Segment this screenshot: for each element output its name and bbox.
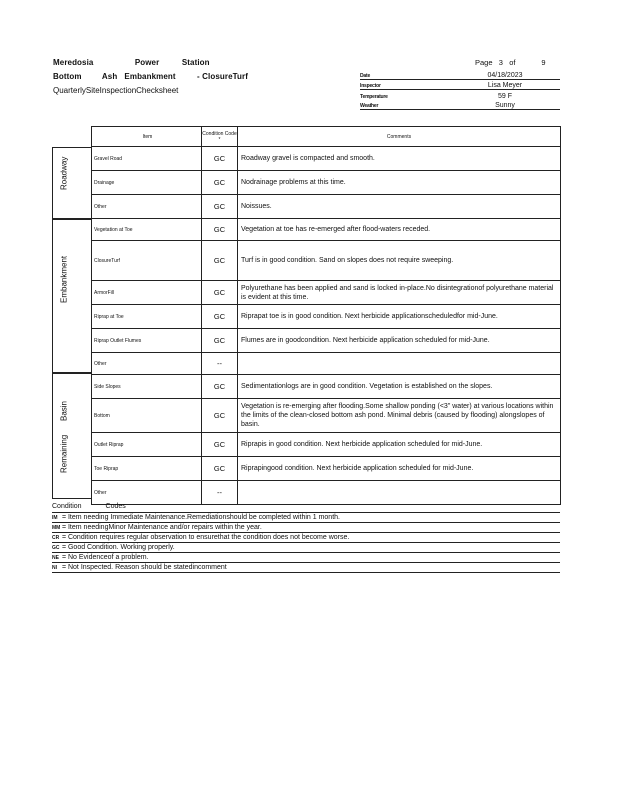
header-word: Station	[181, 58, 210, 67]
legend-title-a: Condition	[52, 503, 82, 510]
table-row	[92, 481, 561, 505]
table-row	[92, 375, 561, 399]
table-row	[92, 433, 561, 457]
page-label: Page	[475, 58, 493, 67]
code-cell: GC	[202, 219, 238, 241]
meta-date-row	[360, 70, 560, 80]
legend-item	[52, 513, 560, 523]
legend-code: MM	[52, 525, 61, 531]
comment-cell: Vegetation at toe has re-emerged after flood-waters receded.	[238, 219, 561, 241]
group-remaining-label: Remaining	[59, 434, 69, 473]
item-cell: Toe Riprap	[92, 457, 202, 481]
group-roadway	[52, 147, 92, 219]
code-cell: GC	[202, 147, 238, 171]
code-cell: GC	[202, 433, 238, 457]
code-cell: --	[202, 353, 238, 375]
item-cell: ClosureTurf	[92, 241, 202, 281]
comment-cell: Riprapingood condition. Next herbicide application scheduled for mid-June.	[238, 457, 561, 481]
inspection-meta	[360, 70, 560, 110]
table-row	[92, 195, 561, 219]
group-basin-label: Basin	[59, 400, 69, 421]
col-code-header: Condition Code *	[202, 127, 238, 147]
item-cell: Other	[92, 353, 202, 375]
item-cell: ArmorFill	[92, 281, 202, 305]
comment-cell: Turf is in good condition. Sand on slopes does not require sweeping.	[238, 241, 561, 281]
item-cell: Bottom	[92, 399, 202, 433]
legend-code: CR	[52, 535, 60, 541]
group-embankment-label: Embankment	[59, 255, 69, 303]
header-word: Embankment	[124, 72, 176, 81]
item-cell: Side Slopes	[92, 375, 202, 399]
code-cell: GC	[202, 241, 238, 281]
table-row	[92, 241, 561, 281]
header-line-2	[53, 70, 248, 84]
page-total: 9	[541, 58, 546, 67]
comment-cell: Riprapat toe is in good condition. Next herbicide applicationscheduledfor mid-June.	[238, 305, 561, 329]
legend-text: = Item needingMinor Maintenance and/or repairs within the year.	[61, 524, 262, 531]
meta-temperature-row	[360, 90, 560, 100]
table-row	[92, 329, 561, 353]
table-row	[92, 281, 561, 305]
legend-code: GC	[52, 545, 60, 551]
group-embankment	[52, 219, 92, 373]
group-basin-remaining	[52, 373, 92, 499]
legend-text: = Good Condition. Working properly.	[61, 544, 175, 551]
meta-weather-value: Sunny	[495, 102, 515, 109]
legend-item	[52, 523, 560, 533]
table-row	[92, 353, 561, 375]
meta-date-label: Date	[360, 73, 371, 79]
code-cell: GC	[202, 375, 238, 399]
meta-temperature-label: Temperature	[360, 94, 388, 100]
col-item-header: Item	[92, 127, 202, 147]
legend-item	[52, 533, 560, 543]
table-row	[92, 147, 561, 171]
item-cell: Drainage	[92, 171, 202, 195]
table-row	[92, 457, 561, 481]
section-groups	[52, 147, 92, 499]
item-cell: Outlet Riprap	[92, 433, 202, 457]
code-cell: GC	[202, 305, 238, 329]
comment-cell	[238, 353, 561, 375]
legend-item	[52, 543, 560, 553]
comment-cell: Roadway gravel is compacted and smooth.	[238, 147, 561, 171]
item-cell: Riprap at Toe	[92, 305, 202, 329]
table-row	[92, 219, 561, 241]
legend-code: IM	[52, 515, 58, 521]
meta-date-value: 04/18/2023	[487, 72, 523, 79]
code-cell: --	[202, 481, 238, 505]
comment-cell: Flumes are in goodcondition. Next herbicide application scheduled for mid-June.	[238, 329, 561, 353]
col-comments-header: Comments	[238, 127, 561, 147]
meta-inspector-row	[360, 80, 560, 90]
meta-weather-row	[360, 100, 560, 110]
header-word: Ash	[101, 72, 118, 81]
legend-text: = Condition requires regular observation to ensurethat the condition does not become worse.	[61, 534, 350, 541]
header-line-1	[53, 56, 248, 70]
comment-cell	[238, 481, 561, 505]
code-cell: GC	[202, 329, 238, 353]
table-row	[92, 171, 561, 195]
header-word: - ClosureTurf	[197, 72, 248, 81]
legend-item	[52, 563, 560, 573]
page-number	[475, 58, 546, 67]
code-cell: GC	[202, 195, 238, 219]
code-cell: GC	[202, 457, 238, 481]
comment-cell: Polyurethane has been applied and sand is locked in-place.No disintegrationof polyurethane material is evident at this time.	[238, 281, 561, 305]
table-row	[92, 399, 561, 433]
meta-temperature-value: 59 F	[497, 93, 512, 100]
header-word: Power	[134, 58, 160, 67]
item-cell: Other	[92, 481, 202, 505]
comment-cell: Noissues.	[238, 195, 561, 219]
legend-title-b: Codes	[105, 503, 126, 510]
legend-item	[52, 553, 560, 563]
document-header	[53, 56, 248, 98]
checksheet-title: QuarterlySiteInspectionChecksheet	[53, 86, 179, 95]
item-cell: Gravel Road	[92, 147, 202, 171]
page-current: 3	[498, 58, 503, 67]
item-cell: Other	[92, 195, 202, 219]
legend-title	[52, 503, 560, 513]
legend-text: = Not Inspected. Reason should be statedincomment	[61, 564, 227, 571]
inspection-table	[91, 126, 561, 505]
legend-text: = Item needing Immediate Maintenance.Remediationshould be completed within 1 month.	[61, 514, 340, 521]
meta-inspector-value: Lisa Meyer	[487, 82, 523, 89]
meta-weather-label: Weather	[360, 103, 379, 109]
header-word: Meredosia	[53, 58, 94, 67]
code-cell: GC	[202, 171, 238, 195]
comment-cell: Riprapis in good condition. Next herbicide application scheduled for mid-June.	[238, 433, 561, 457]
meta-inspector-label: Inspector	[360, 83, 381, 89]
condition-codes-legend	[52, 503, 560, 573]
legend-code: NI	[52, 565, 57, 571]
header-word: Bottom	[53, 72, 82, 81]
code-cell: GC	[202, 399, 238, 433]
legend-text: = No Evidenceof a problem.	[61, 554, 149, 561]
group-roadway-label: Roadway	[59, 156, 69, 190]
comment-cell: Vegetation is re-emerging after flooding.Some shallow ponding (<3" water) at various locations within the limits of the clean-closed bottom ash pond. Minimal debris (caused by flooding) alongslopes of basin.	[238, 399, 561, 433]
legend-code: NE	[52, 555, 59, 561]
table-row	[92, 305, 561, 329]
item-cell: Vegetation at Toe	[92, 219, 202, 241]
comment-cell: Nodrainage problems at this time.	[238, 171, 561, 195]
code-cell: GC	[202, 281, 238, 305]
page-of-label: of	[509, 58, 516, 67]
item-cell: Riprap Outlet Flumes	[92, 329, 202, 353]
table-header-row	[92, 127, 561, 147]
comment-cell: Sedimentationlogs are in good condition. Vegetation is established on the slopes.	[238, 375, 561, 399]
